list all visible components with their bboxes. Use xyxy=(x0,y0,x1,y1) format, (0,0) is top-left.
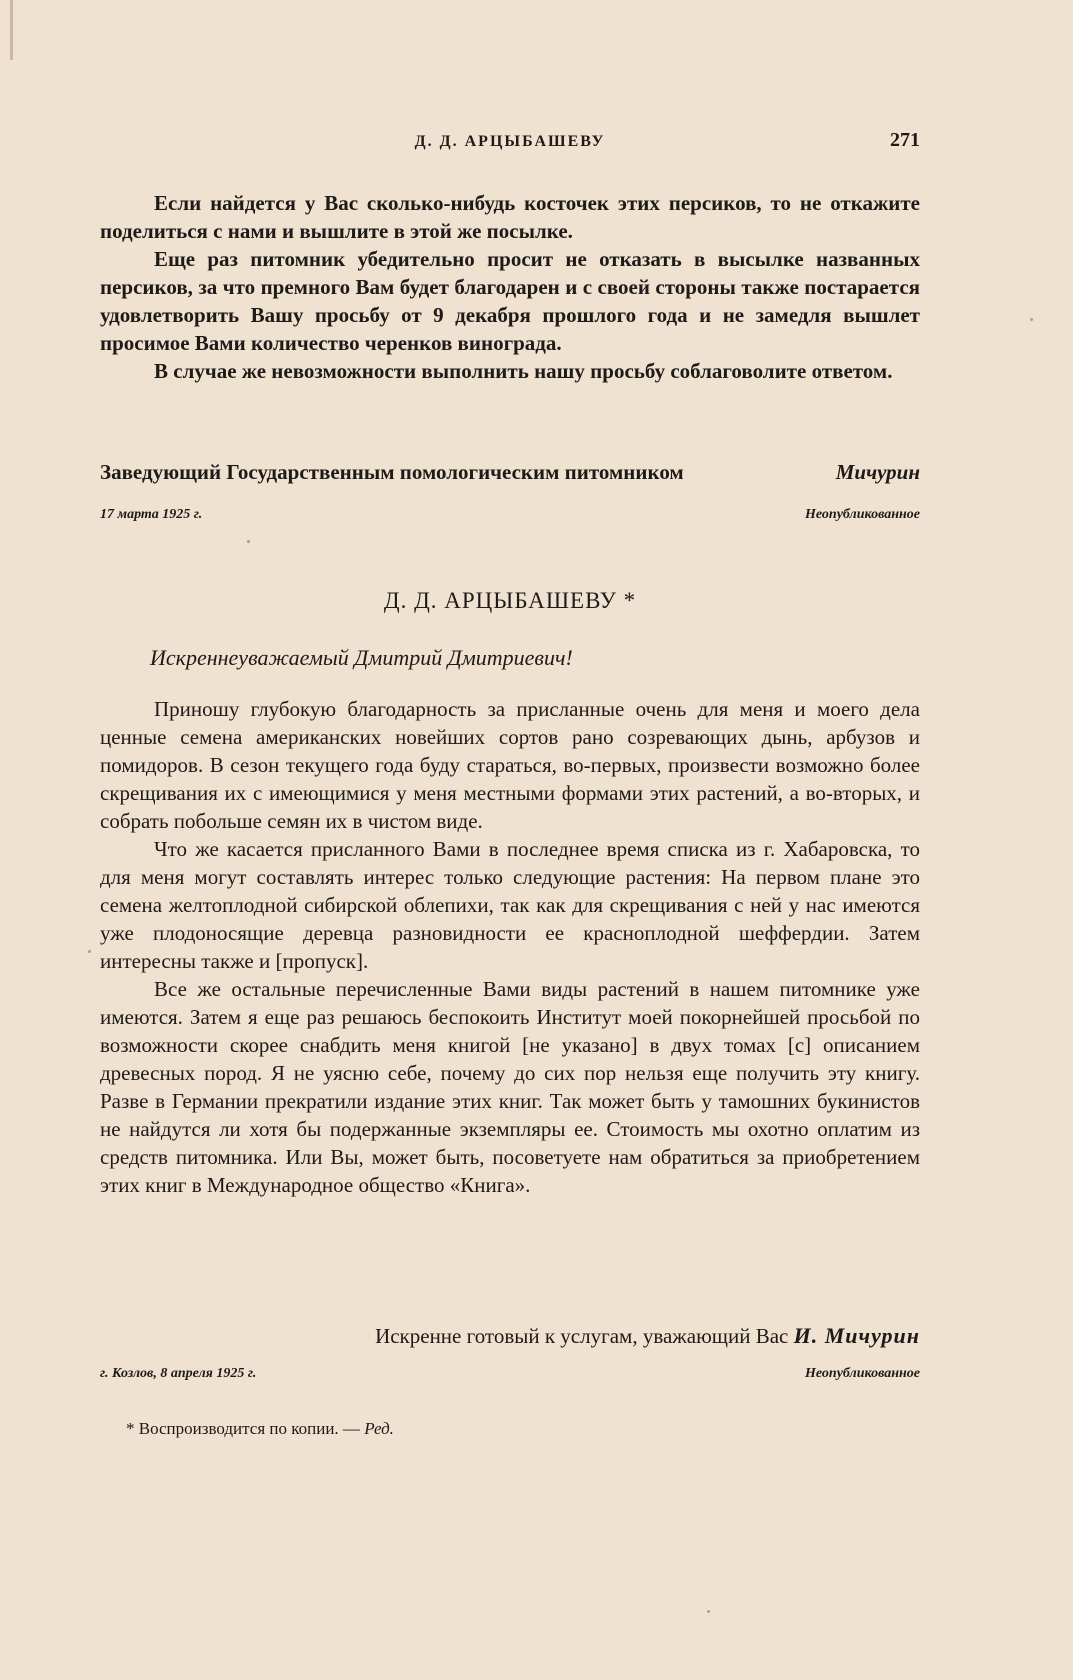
letter1-paragraph: Если найдется у Вас сколько-нибудь косточек этих персиков, то не откажите поделиться с нами и вышлите в этой же посылке. xyxy=(100,191,920,243)
letter2-paragraph: Все же остальные перечисленные Вами виды растений в нашем питомнике уже имеются. Затем я еще раз решаюсь беспокоить Институт моей покорнейшей просьбой по возможности скорее снабдить меня книгой [не указано] в двух томах [с] описанием древесных пород. Я не уясню себе, почему до сих пор нельзя еще получить эту книгу. Разве в Германии прекратили издание этих книг. Так может быть у тамошних букинистов не найдутся ли хотя бы подержанные экземпляры ее. Стоимость мы охотно оплатим из средств питомника. Или Вы, может быть, посоветуете нам обратиться за приобретением этих книг в Международное общество «Книга». xyxy=(100,977,920,1197)
letter2-salutation: Искреннеуважаемый Дмитрий Дмитриевич! xyxy=(150,645,573,670)
footnote-editor: Ред. xyxy=(364,1419,394,1438)
paper-speck xyxy=(707,1610,710,1613)
paper-speck xyxy=(1030,318,1033,321)
letter1-signature xyxy=(100,458,920,486)
letter2-place-date: г. Козлов, 8 апреля 1925 г. xyxy=(100,1366,257,1381)
page-edge-mark xyxy=(10,0,13,60)
letter1-status: Неопубликованное xyxy=(804,507,920,522)
letter2-status: Неопубликованное xyxy=(804,1366,920,1381)
letter2-paragraph: Приношу глубокую благодарность за присланные очень для меня и моего дела ценные семена американских новейших сортов рано созревающих дынь, арбузов и помидоров. В сезон текущего года буду стараться, во-первых, произвести возможно более скрещивания их с имеющимися у меня местными формами этих растений, а во-вторых, и собрать побольше семян их в чистом виде. xyxy=(100,697,920,833)
letter2-paragraph: Что же касается присланного Вами в последнее время списка из г. Хабаровска, то для меня могут составлять интерес только следующие растения: На первом плане это семена желтоплодной сибирской облепихи, так как для скрещивания с ней у нас имеются уже плодоносящие деревца разновидности ее красноплодной шеффердии. Затем интересны также и [пропуск]. xyxy=(100,837,920,973)
signature-role: Заведующий Государственным помологическим питомником xyxy=(100,460,684,484)
letter2-meta xyxy=(100,1366,920,1382)
letter1-paragraph: Еще раз питомник убедительно просит не отказать в высылке названных персиков, за что премного Вам будет благодарен и с своей стороны также постарается удовлетворить Вашу просьбу от 9 декабря прошлого года и не замедля вышлет просимое Вами количество черенков винограда. xyxy=(100,247,920,355)
running-title: Д. Д. АРЦЫБАШЕВУ xyxy=(414,133,606,150)
signature-name: Мичурин xyxy=(835,460,920,484)
page-number: 271 xyxy=(890,129,920,151)
letter1-meta xyxy=(100,507,920,523)
letter1-paragraph: В случае же невозможности выполнить нашу просьбу соблаговолите ответом. xyxy=(154,359,893,383)
paper-speck xyxy=(88,950,91,953)
footnote-text: Воспроизводится по копии. — xyxy=(138,1419,360,1438)
letter1-body xyxy=(100,189,920,385)
letter2-closing xyxy=(100,1322,920,1350)
letter1-date: 17 марта 1925 г. xyxy=(100,507,203,522)
letter2-body xyxy=(100,695,920,1199)
running-head xyxy=(100,129,920,157)
closing-name: И. Мичурин xyxy=(793,1323,920,1348)
letter2-heading: Д. Д. АРЦЫБАШЕВУ * xyxy=(383,588,637,613)
closing-text: Искренне готовый к услугам, уважающий Вас xyxy=(375,1324,789,1348)
footnote-marker: * xyxy=(126,1419,135,1438)
paper-speck xyxy=(247,540,250,543)
footnote xyxy=(126,1419,394,1439)
